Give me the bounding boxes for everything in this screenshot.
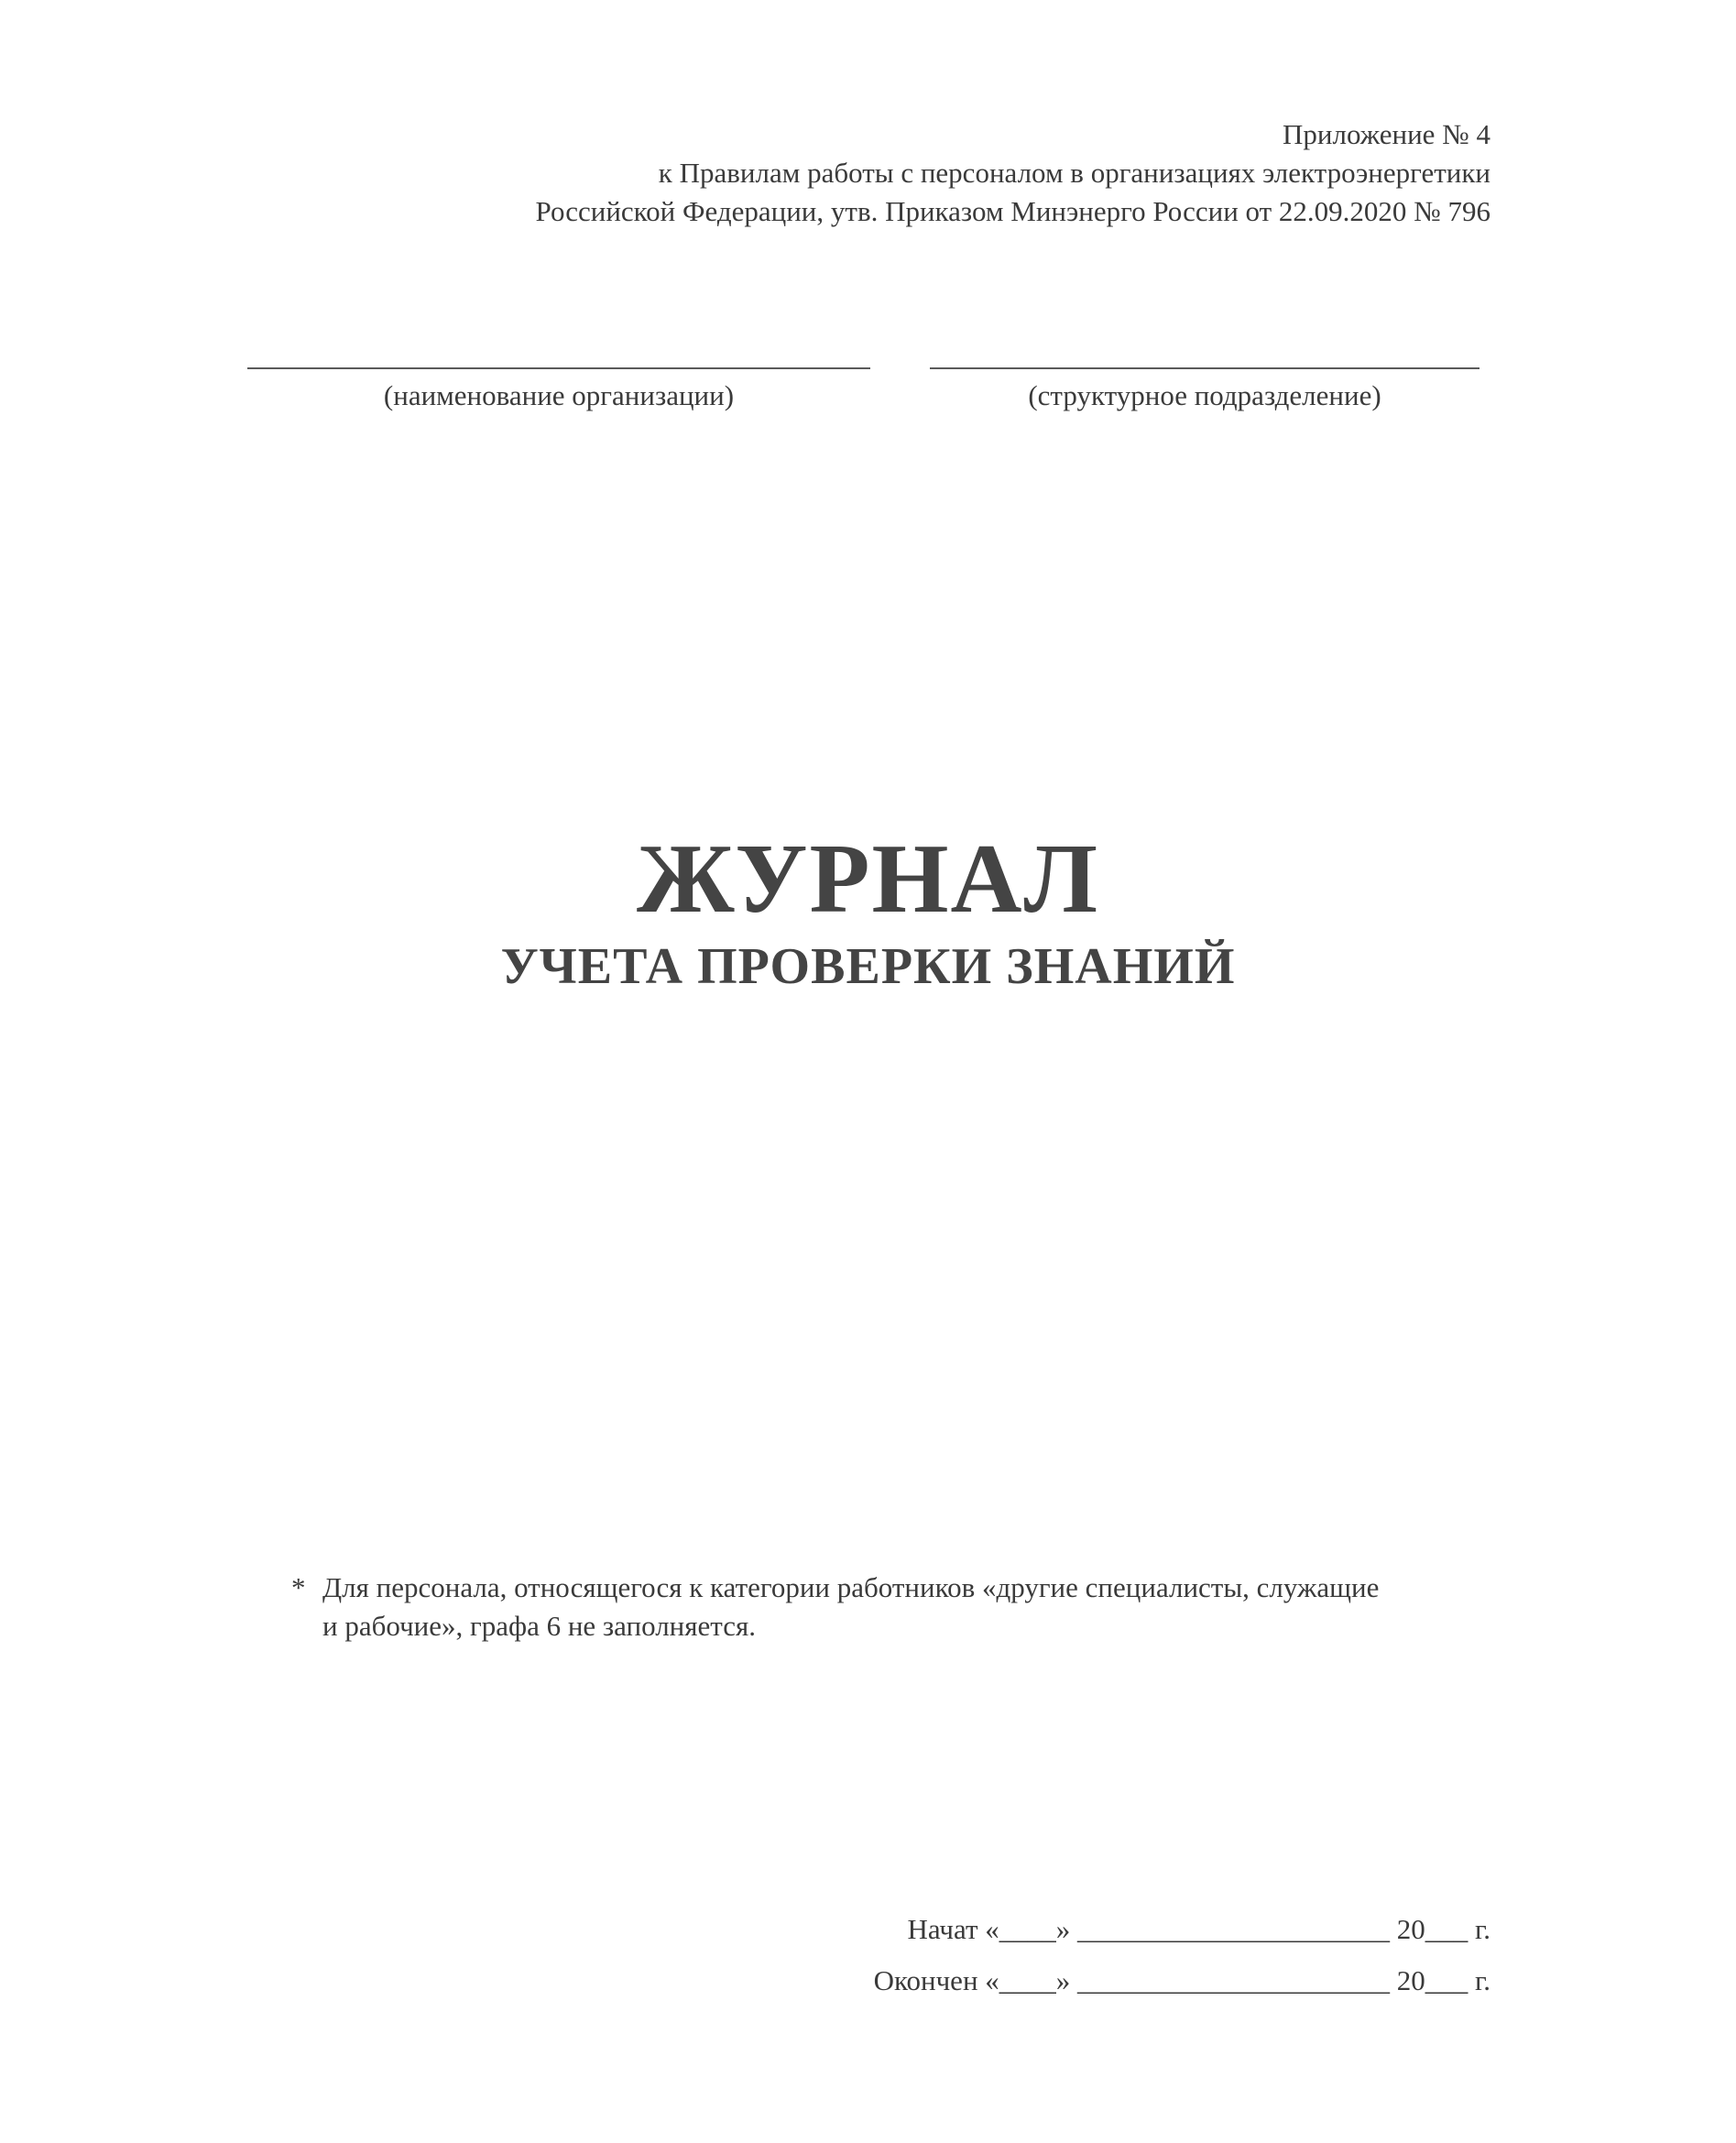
footnote-line-1: Для персонала, относящегося к категории работников «другие специалисты, служащие [322, 1571, 1380, 1603]
journal-subtitle: УЧЕТА ПРОВЕРКИ ЗНАНИЙ [500, 938, 1236, 995]
department-blank-line [930, 367, 1479, 369]
organization-field [247, 367, 870, 413]
journal-title: ЖУРНАЛ [637, 825, 1099, 934]
organization-blank-line [247, 367, 870, 369]
finished-date: Окончен «____» ______________________ 20___ г. [873, 1964, 1490, 1996]
footnote-line-2: и рабочие», графа 6 не заполняется. [322, 1610, 756, 1642]
appendix-order-reference: Российской Федерации, утв. Приказом Минэнерго России от 22.09.2020 № 796 [535, 195, 1490, 227]
organization-caption: (наименование организации) [383, 379, 735, 411]
appendix-rules-reference: к Правилам работы с персоналом в организациях электроэнергетики [658, 157, 1490, 189]
footnote-text [291, 1569, 1482, 1646]
started-date: Начат «____» ______________________ 20___ г. [907, 1913, 1490, 1945]
department-caption: (структурное подразделение) [1028, 379, 1381, 411]
footnote-asterisk: * [291, 1571, 306, 1603]
appendix-header [535, 115, 1490, 231]
journal-dates [874, 1904, 1490, 2006]
department-field [930, 367, 1479, 413]
appendix-number: Приложение № 4 [1283, 118, 1490, 150]
footnote [291, 1569, 1482, 1646]
